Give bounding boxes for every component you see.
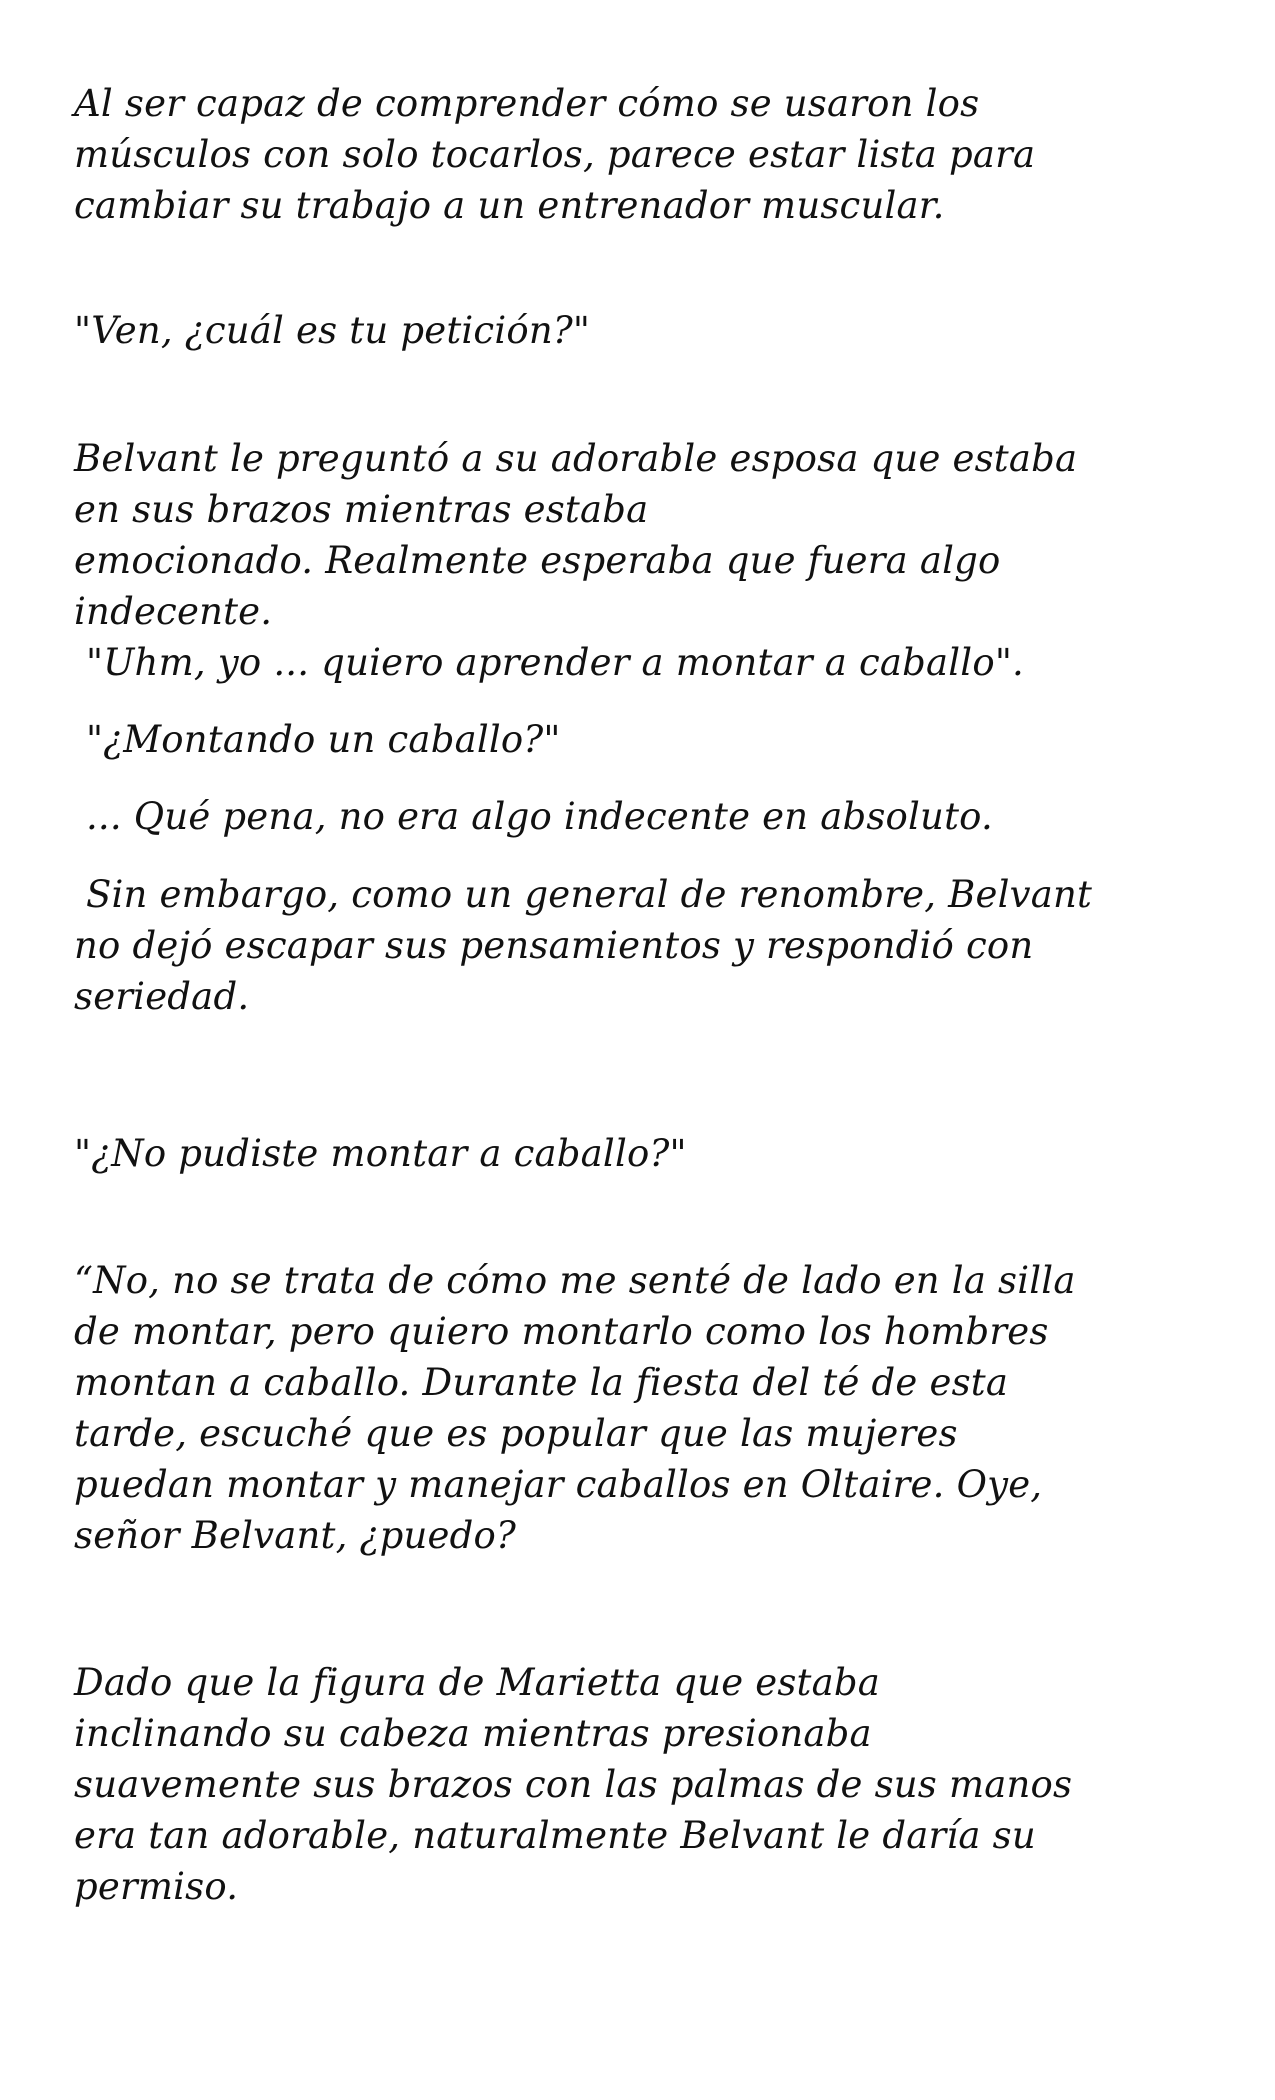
paragraph-could-not-ride: "¿No pudiste montar a caballo?" xyxy=(74,1132,687,1175)
paragraph-request-question: "Ven, ¿cuál es tu petición?" xyxy=(74,309,591,352)
paragraph-ride-horse: "Uhm, yo ... quiero aprender a montar a caballo". xyxy=(74,641,1024,684)
paragraph-muscles: Al ser capaz de comprender cómo se usaron los músculos con solo tocarlos, parece estar lista para cambiar su trabajo a un entrenador muscular. xyxy=(74,82,1036,227)
paragraph-riding-question: "¿Montando un caballo?" xyxy=(74,718,561,761)
paragraph-what-a-pity: ... Qué pena, no era algo indecente en absoluto. xyxy=(74,795,993,838)
paragraph-marietta: Dado que la figura de Marietta que estaba inclinando su cabeza mientras presionaba suavemente sus brazos con las palmas de sus manos era tan adorable, naturalmente Belvant le daría su permiso. xyxy=(74,1661,1073,1908)
paragraph-side-saddle: “No, no se trata de cómo me senté de lado en la silla de montar, pero quiero montarlo como los hombres montan a caballo. Durante la fiesta del té de esta tarde, escuché que es popular que las mujeres puedan montar y manejar caballos en Oltaire. Oye, señor Belvant, ¿puedo? xyxy=(74,1259,1076,1557)
paragraph-belvant-asked: Belvant le preguntó a su adorable esposa que estaba en sus brazos mientras estaba emocionado. Realmente esperaba que fuera algo indecente. xyxy=(74,437,1078,633)
paragraph-general-response: Sin embargo, como un general de renombre, Belvant no dejó escapar sus pensamientos y respondió con seriedad. xyxy=(74,873,1093,1018)
